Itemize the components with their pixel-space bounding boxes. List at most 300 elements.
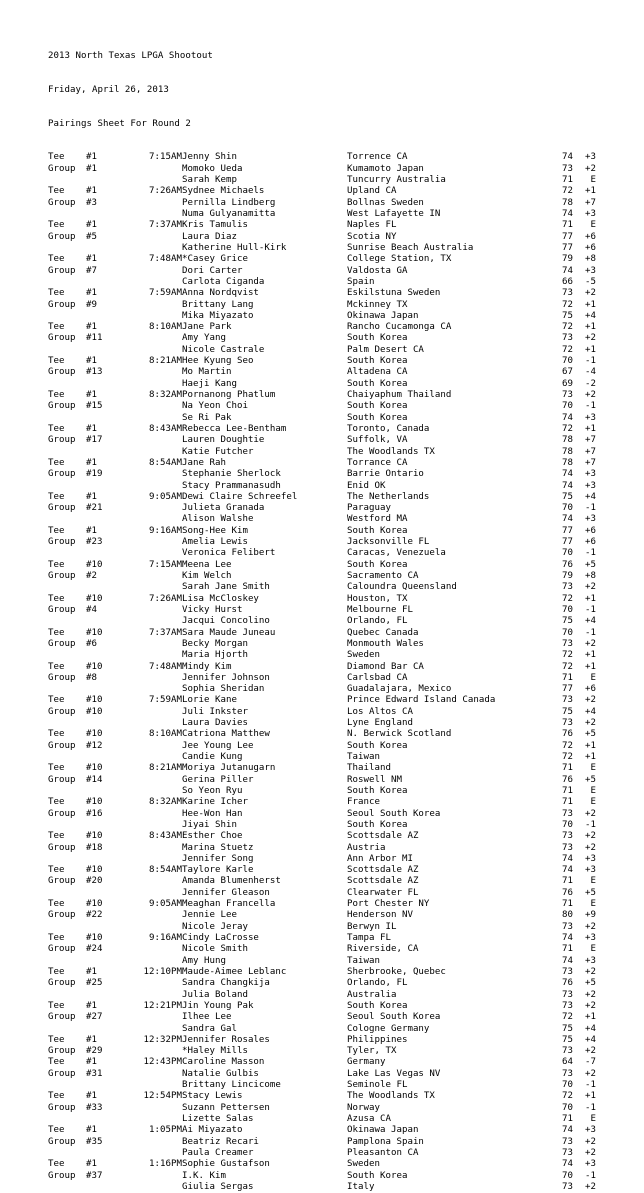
- player-name: Julia Boland: [182, 989, 248, 1000]
- player-location: Germany: [347, 1057, 386, 1068]
- tee-number: #25: [86, 978, 103, 989]
- tee-number: #10: [86, 763, 103, 774]
- player-location: Mckinney TX: [347, 299, 408, 310]
- pairings-table-body: [48, 152, 596, 1193]
- table-row: [48, 775, 596, 786]
- player-location: South Korea: [347, 1170, 408, 1181]
- tee-label: [48, 243, 86, 254]
- tee-time: [134, 809, 182, 820]
- table-row: [48, 718, 596, 729]
- player-location: Clearwater FL: [347, 887, 419, 898]
- player-location: Philippines: [347, 1034, 408, 1045]
- tee-time: [134, 1069, 182, 1080]
- player-score: 74: [562, 469, 573, 480]
- player-location: Sweden: [347, 1159, 380, 1170]
- table-row: [48, 639, 596, 650]
- player-name: Momoko Ueda: [182, 163, 243, 174]
- player-score: 73: [562, 831, 573, 842]
- table-row: [48, 390, 596, 401]
- player-score: 74: [562, 514, 573, 525]
- tee-time: 12:43PM: [143, 1057, 182, 1068]
- table-row: [48, 322, 596, 333]
- player-location: Houston, TX: [347, 593, 408, 604]
- player-location: France: [347, 797, 380, 808]
- tee-label: Tee: [48, 559, 65, 570]
- tee-label: [48, 616, 86, 627]
- player-name: Paula Creamer: [182, 1147, 254, 1158]
- player-score: 71: [562, 785, 573, 796]
- tee-time: 12:10PM: [143, 966, 182, 977]
- tee-number: #10: [86, 865, 103, 876]
- tee-time: 7:15AM: [149, 152, 182, 163]
- table-row: [48, 990, 596, 1001]
- player-name: Amy Hung: [182, 955, 226, 966]
- player-score: 66: [562, 276, 573, 287]
- player-score: 73: [562, 808, 573, 819]
- table-row: [48, 978, 596, 989]
- player-location: South Korea: [347, 819, 408, 830]
- tee-number: #1: [86, 254, 97, 265]
- tee-label: Group: [48, 163, 76, 174]
- player-name: Jacqui Concolino: [182, 616, 270, 627]
- table-row: [48, 198, 596, 209]
- tee-label: [48, 888, 86, 899]
- tee-time: 8:43AM: [149, 831, 182, 842]
- player-score: 72: [562, 593, 573, 604]
- player-score: 70: [562, 627, 573, 638]
- player-to-par: +2: [585, 921, 596, 932]
- tee-label: [48, 1080, 86, 1091]
- table-row: [48, 503, 596, 514]
- player-to-par: +2: [585, 831, 596, 842]
- player-name: Giulia Sergas: [182, 1181, 254, 1192]
- document-header: [48, 28, 644, 152]
- player-to-par: +2: [585, 163, 596, 174]
- tee-time: [134, 876, 182, 887]
- table-row: [48, 922, 596, 933]
- tee-number: #1: [86, 186, 97, 197]
- player-location: Los Altos CA: [347, 706, 413, 717]
- tee-number: #1: [86, 966, 97, 977]
- tee-time: [134, 333, 182, 344]
- player-location: Sunrise Beach Australia: [347, 242, 474, 253]
- tee-number: [86, 888, 134, 899]
- table-row: [48, 571, 596, 582]
- table-row: [48, 548, 596, 559]
- table-row: [48, 944, 596, 955]
- tee-time: 8:32AM: [149, 797, 182, 808]
- player-to-par: -1: [585, 356, 596, 367]
- player-to-par: +2: [585, 808, 596, 819]
- player-score: 71: [562, 672, 573, 683]
- player-location: Kumamoto Japan: [347, 163, 424, 174]
- tee-label: Group: [48, 706, 76, 717]
- player-location: Port Chester NY: [347, 899, 430, 910]
- player-name: Sophia Sheridan: [182, 684, 265, 695]
- player-score: 72: [562, 299, 573, 310]
- table-row: [48, 865, 596, 876]
- tee-number: [86, 616, 134, 627]
- player-location: Torrance CA: [347, 457, 408, 468]
- player-to-par: -1: [585, 627, 596, 638]
- player-score: 67: [562, 367, 573, 378]
- tee-label: [48, 684, 86, 695]
- tee-label: [48, 413, 86, 424]
- player-score: 70: [562, 1102, 573, 1113]
- player-name: Marina Stuetz: [182, 842, 254, 853]
- player-score: 71: [562, 175, 573, 186]
- player-name: Na Yeon Choi: [182, 401, 248, 412]
- player-name: Numa Gulyanamitta: [182, 209, 276, 219]
- tee-number: [86, 311, 134, 322]
- player-name: Vicky Hurst: [182, 604, 243, 615]
- tee-number: [86, 447, 134, 458]
- player-name: Jee Young Lee: [182, 740, 254, 751]
- player-name: Jennifer Song: [182, 853, 254, 864]
- player-score: 71: [562, 220, 573, 231]
- tee-label: Tee: [48, 423, 65, 434]
- tee-number: #33: [86, 1102, 103, 1113]
- table-row: [48, 729, 596, 740]
- tee-label: Tee: [48, 288, 65, 299]
- player-to-par: +1: [585, 661, 596, 672]
- table-row: [48, 164, 596, 175]
- player-to-par: E: [590, 175, 596, 186]
- player-to-par: +8: [585, 254, 596, 265]
- tee-label: Group: [48, 1046, 76, 1057]
- player-to-par: +4: [585, 616, 596, 627]
- player-to-par: +1: [585, 593, 596, 604]
- table-row: [48, 1057, 596, 1068]
- player-location: Thailand: [347, 763, 391, 774]
- player-score: 73: [562, 638, 573, 649]
- player-name: I.K. Kim: [182, 1170, 226, 1181]
- tee-time: [134, 277, 182, 288]
- tee-time: 8:54AM: [149, 457, 182, 468]
- tee-number: #37: [86, 1170, 103, 1181]
- player-to-par: E: [590, 944, 596, 955]
- tee-time: 8:10AM: [149, 322, 182, 333]
- player-location: Orlando, FL: [347, 616, 408, 627]
- tee-time: [134, 435, 182, 446]
- player-name: Stephanie Sherlock: [182, 469, 281, 480]
- player-score: 73: [562, 288, 573, 299]
- tee-time: [134, 1182, 182, 1193]
- table-row: [48, 1001, 596, 1012]
- player-location: Lake Las Vegas NV: [347, 1068, 441, 1079]
- player-score: 70: [562, 548, 573, 559]
- player-score: 70: [562, 604, 573, 615]
- tee-label: Group: [48, 537, 76, 548]
- player-location: Enid OK: [347, 480, 386, 491]
- tee-time: [134, 673, 182, 684]
- player-to-par: +2: [585, 1000, 596, 1011]
- player-name: Jane Rah: [182, 457, 226, 468]
- player-location: Scottsdale AZ: [347, 865, 419, 876]
- tee-label: Group: [48, 1012, 76, 1023]
- player-to-par: +2: [585, 582, 596, 593]
- tee-time: [134, 684, 182, 695]
- tee-time: 7:15AM: [149, 559, 182, 570]
- player-location: Tampa FL: [347, 933, 391, 943]
- tee-label: [48, 209, 86, 220]
- document-subtitle: Pairings Sheet For Round 2: [48, 118, 191, 129]
- table-row: [48, 514, 596, 525]
- table-row: [48, 1012, 596, 1023]
- tee-label: Group: [48, 910, 76, 921]
- player-to-par: +1: [585, 752, 596, 762]
- tee-number: #11: [86, 333, 103, 344]
- player-to-par: +2: [585, 390, 596, 400]
- tee-time: [134, 582, 182, 593]
- tee-time: 7:59AM: [149, 695, 182, 706]
- player-score: 74: [562, 209, 573, 219]
- player-location: Bollnas Sweden: [347, 197, 424, 208]
- tee-time: 7:26AM: [149, 186, 182, 197]
- player-score: 74: [562, 933, 573, 943]
- player-name: Sarah Kemp: [182, 175, 237, 186]
- tee-number: [86, 650, 134, 661]
- tee-time: [134, 786, 182, 797]
- player-location: Azusa CA: [347, 1114, 391, 1124]
- player-name: Beatriz Recari: [182, 1136, 259, 1147]
- player-location: College Station, TX: [347, 254, 452, 265]
- player-score: 78: [562, 446, 573, 457]
- player-score: 71: [562, 876, 573, 887]
- player-to-par: +2: [585, 1046, 596, 1057]
- tee-number: #16: [86, 808, 103, 819]
- tee-number: #10: [86, 627, 103, 638]
- player-to-par: E: [590, 797, 596, 808]
- player-name: Brittany Lang: [182, 299, 254, 310]
- player-name: Jennifer Rosales: [182, 1034, 270, 1045]
- tee-time: 12:54PM: [143, 1091, 182, 1102]
- player-score: 76: [562, 729, 573, 740]
- table-row: [48, 1024, 596, 1035]
- player-name: *Casey Grice: [182, 254, 248, 265]
- tee-label: Group: [48, 197, 76, 208]
- tee-number: #21: [86, 503, 103, 514]
- tee-number: [86, 243, 134, 254]
- player-name: Stacy Lewis: [182, 1091, 243, 1102]
- tee-number: [86, 854, 134, 865]
- player-location: Jacksonville FL: [347, 537, 430, 548]
- player-to-par: -4: [585, 367, 596, 378]
- player-score: 71: [562, 899, 573, 910]
- player-name: Karine Icher: [182, 797, 248, 808]
- player-to-par: +5: [585, 729, 596, 740]
- table-row: [48, 650, 596, 661]
- tee-number: #1: [86, 390, 97, 400]
- player-location: Caloundra Queensland: [347, 582, 457, 593]
- player-to-par: E: [590, 899, 596, 910]
- player-name: Meaghan Francella: [182, 899, 276, 910]
- player-name: Cindy LaCrosse: [182, 933, 259, 943]
- tee-number: [86, 379, 134, 390]
- player-name: Hee Kyung Seo: [182, 356, 254, 367]
- tee-time: [134, 956, 182, 967]
- player-location: Melbourne FL: [347, 604, 413, 615]
- player-to-par: +3: [585, 514, 596, 525]
- table-row: [48, 492, 596, 503]
- player-score: 78: [562, 197, 573, 208]
- tee-time: 9:05AM: [149, 491, 182, 502]
- player-score: 73: [562, 1046, 573, 1057]
- player-name: Pornanong Phatlum: [182, 390, 276, 400]
- tee-label: [48, 820, 86, 831]
- tee-number: #19: [86, 469, 103, 480]
- player-location: Barrie Ontario: [347, 469, 424, 480]
- table-row: [48, 820, 596, 831]
- player-location: Naples FL: [347, 220, 397, 231]
- tee-number: [86, 1148, 134, 1159]
- player-score: 73: [562, 582, 573, 593]
- player-location: South Korea: [347, 785, 408, 796]
- player-score: 73: [562, 695, 573, 706]
- tee-number: [86, 684, 134, 695]
- player-score: 75: [562, 491, 573, 502]
- player-location: Chaiyaphum Thailand: [347, 390, 452, 400]
- tee-time: 8:43AM: [149, 423, 182, 434]
- table-row: [48, 594, 596, 605]
- tee-number: #1: [86, 1125, 97, 1136]
- player-location: Italy: [347, 1181, 375, 1192]
- player-to-par: +1: [585, 1012, 596, 1023]
- tee-label: [48, 854, 86, 865]
- tee-label: [48, 1024, 86, 1035]
- player-name: Rebecca Lee-Bentham: [182, 423, 287, 434]
- player-name: Mika Miyazato: [182, 310, 254, 321]
- table-row: [48, 582, 596, 593]
- tee-label: Tee: [48, 593, 65, 604]
- tee-label: Group: [48, 944, 76, 955]
- table-row: [48, 673, 596, 684]
- tee-time: [134, 843, 182, 854]
- player-location: Guadalajara, Mexico: [347, 684, 452, 695]
- player-name: Moriya Jutanugarn: [182, 763, 276, 774]
- tee-label: Tee: [48, 1000, 65, 1011]
- tee-number: [86, 718, 134, 729]
- player-to-par: +7: [585, 435, 596, 446]
- player-to-par: +4: [585, 310, 596, 321]
- player-name: Meena Lee: [182, 559, 232, 570]
- tee-time: 12:32PM: [143, 1034, 182, 1045]
- tee-number: #1: [86, 491, 97, 502]
- player-location: South Korea: [347, 356, 408, 367]
- tee-number: [86, 820, 134, 831]
- tee-number: #4: [86, 604, 97, 615]
- tee-label: [48, 447, 86, 458]
- table-row: [48, 333, 596, 344]
- tee-number: #15: [86, 401, 103, 412]
- tee-number: #14: [86, 774, 103, 785]
- player-score: 70: [562, 356, 573, 367]
- player-name: Song-Hee Kim: [182, 525, 248, 536]
- table-row: [48, 424, 596, 435]
- player-to-par: +4: [585, 706, 596, 717]
- tee-time: [134, 1137, 182, 1148]
- tee-time: 12:21PM: [143, 1000, 182, 1011]
- player-name: Taylore Karle: [182, 865, 254, 876]
- player-to-par: -1: [585, 401, 596, 412]
- player-location: Paraguay: [347, 503, 391, 514]
- tee-number: #17: [86, 435, 103, 446]
- tee-time: [134, 345, 182, 356]
- player-location: South Korea: [347, 378, 408, 389]
- player-to-par: +3: [585, 865, 596, 876]
- tee-label: Group: [48, 299, 76, 310]
- player-name: Alison Walshe: [182, 514, 254, 525]
- player-name: Katie Futcher: [182, 446, 254, 457]
- player-location: Norway: [347, 1102, 380, 1113]
- tee-label: Group: [48, 435, 76, 446]
- tee-label: [48, 786, 86, 797]
- event-date: Friday, April 26, 2013: [48, 84, 169, 95]
- table-row: [48, 763, 596, 774]
- player-to-par: +3: [585, 152, 596, 163]
- tee-time: 7:48AM: [149, 254, 182, 265]
- player-location: Prince Edward Island Canada: [347, 695, 496, 706]
- player-to-par: +2: [585, 638, 596, 649]
- player-to-par: +1: [585, 740, 596, 751]
- tee-number: [86, 1080, 134, 1091]
- tee-time: [134, 990, 182, 1001]
- tee-label: [48, 956, 86, 967]
- tee-time: [134, 537, 182, 548]
- tee-number: #1: [86, 288, 97, 299]
- tee-label: [48, 481, 86, 492]
- tee-time: [134, 514, 182, 525]
- table-row: [48, 356, 596, 367]
- tee-time: 7:26AM: [149, 593, 182, 604]
- player-location: Riverside, CA: [347, 944, 419, 955]
- player-to-par: +2: [585, 989, 596, 1000]
- table-row: [48, 1069, 596, 1080]
- tee-label: Tee: [48, 1091, 65, 1102]
- table-row: [48, 899, 596, 910]
- player-to-par: -2: [585, 378, 596, 389]
- tee-time: 8:10AM: [149, 729, 182, 740]
- tee-label: Tee: [48, 152, 65, 163]
- player-to-par: +4: [585, 491, 596, 502]
- player-to-par: -1: [585, 604, 596, 615]
- tee-label: Group: [48, 1068, 76, 1079]
- tee-number: #10: [86, 559, 103, 570]
- tee-time: [134, 605, 182, 616]
- player-score: 72: [562, 344, 573, 355]
- tee-number: [86, 1182, 134, 1193]
- player-name: Lorie Kane: [182, 695, 237, 706]
- player-to-par: -1: [585, 1170, 596, 1181]
- player-location: Tuncurry Australia: [347, 175, 446, 186]
- tee-time: [134, 854, 182, 865]
- player-score: 75: [562, 1034, 573, 1045]
- table-row: [48, 560, 596, 571]
- tee-time: [134, 944, 182, 955]
- player-to-par: +2: [585, 695, 596, 706]
- tee-label: Group: [48, 1136, 76, 1147]
- tee-number: #9: [86, 299, 97, 310]
- player-location: Palm Desert CA: [347, 344, 424, 355]
- player-to-par: +4: [585, 1034, 596, 1045]
- player-score: 72: [562, 752, 573, 762]
- player-location: Pamplona Spain: [347, 1136, 424, 1147]
- player-name: Sandra Gal: [182, 1023, 237, 1034]
- tee-number: [86, 990, 134, 1001]
- player-score: 74: [562, 265, 573, 276]
- player-location: N. Berwick Scotland: [347, 729, 452, 740]
- player-name: Gerina Piller: [182, 774, 254, 785]
